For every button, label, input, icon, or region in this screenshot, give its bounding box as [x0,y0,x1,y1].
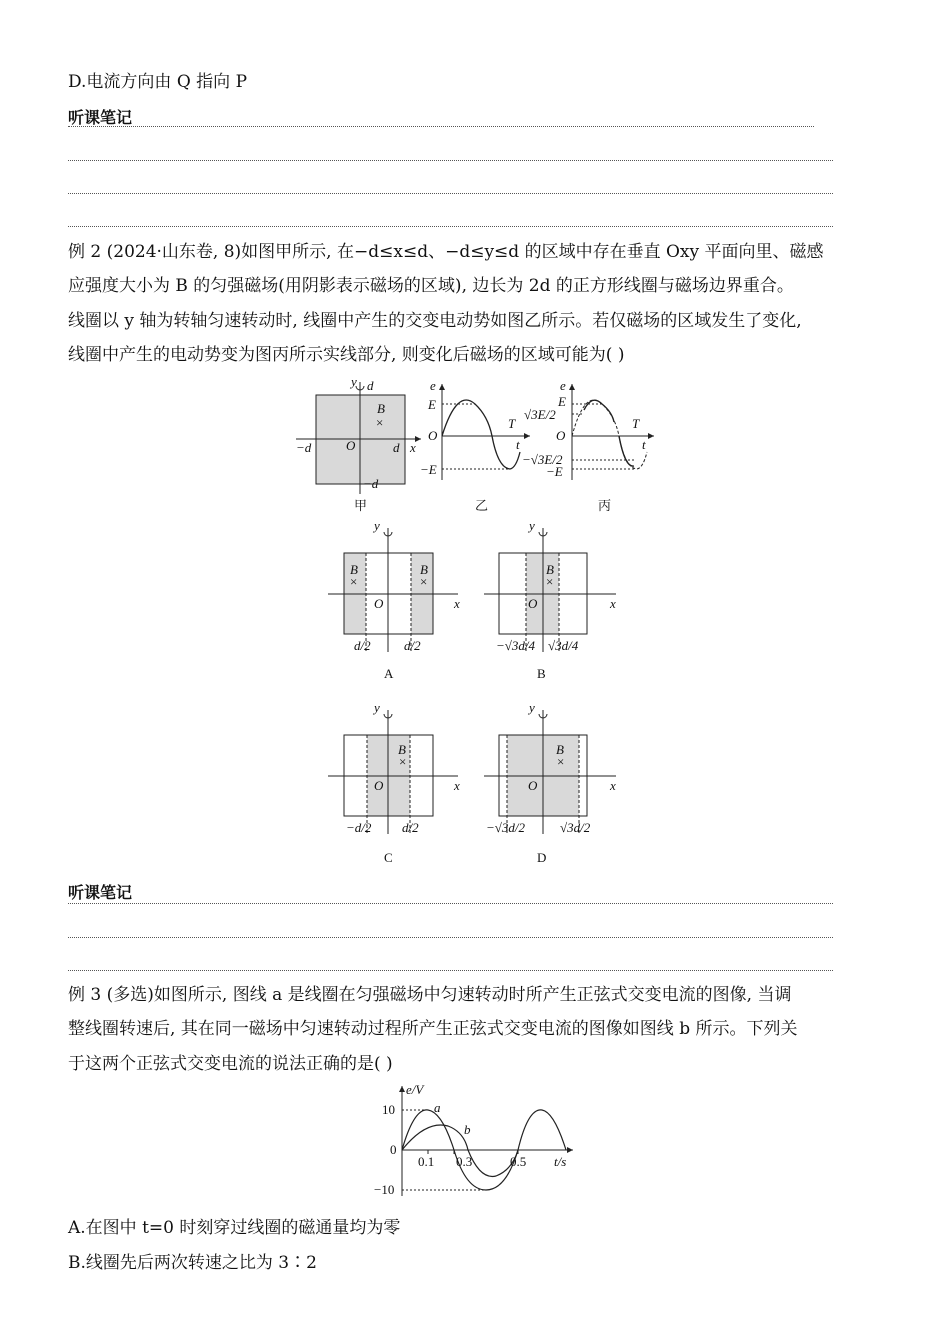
y0-label: 0 [390,1142,397,1157]
cross-mark: × [557,754,565,769]
caption-d: D [537,850,547,865]
b-label: B [398,742,406,757]
notes-line [68,937,833,938]
caption-jia: 甲 [354,498,368,513]
neg-d-bottom-label: −d [363,476,379,491]
origin-label: O [374,778,384,793]
caption-b: B [537,666,546,681]
b-label-left: B [350,562,358,577]
y-axis-label: y [529,702,535,715]
b-label: B [377,401,385,416]
example2-line3: 线圈以 y 轴为转轴匀速转动时, 线圈中产生的交变电动势如图乙所示。若仅磁场的区域发生了变化, [68,311,802,331]
example3-line1: 例 3 (多选)如图所示, 图线 a 是线圈在匀强磁场中匀速转动时所产生正弦式交变电流的图像, 当调 [68,985,792,1005]
left-bound-label: d/2 [354,638,371,653]
curve-a-label: a [434,1100,441,1115]
x-axis-label: x [610,778,616,793]
option-d-diagram [478,702,628,867]
left-bound-label: −√3d/2 [486,820,526,835]
cross-mark: × [420,574,428,589]
d-top-label: d [367,378,374,393]
origin-label: O [528,596,538,611]
x-axis-label: x [410,440,416,455]
y10-label: 10 [382,1102,395,1117]
origin-label: O [556,428,566,443]
notes-heading: 听课笔记 [68,108,133,127]
neg-sqrt3E2-label: −√3E/2 [522,452,563,467]
d-right-label: d [393,440,400,455]
b-label: B [546,562,554,577]
cross-mark: × [399,754,407,769]
option-d-text: D.电流方向由 Q 指向 P [68,72,248,92]
left-bound-label: −d/2 [346,820,372,835]
curve-b-label: b [464,1122,471,1137]
left-bound-label: −√3d/4 [496,638,536,653]
option-b-diagram [478,520,628,685]
neg-d-label: −d [296,440,312,455]
cross-mark: × [546,574,554,589]
T-label: T [632,416,640,431]
right-bound-label: d/2 [404,638,421,653]
example3-line3: 于这两个正弦式交变电流的说法正确的是( ) [68,1054,393,1074]
x-axis-label: t/s [554,1154,567,1169]
cross-mark: × [350,574,358,589]
notes-line [68,903,833,904]
caption-c: C [384,850,393,865]
option-a-diagram [320,520,470,685]
notes-line [68,160,833,161]
y-axis-label: y [529,520,535,533]
origin-label: O [528,778,538,793]
e-label: e [430,380,436,393]
example2-line2: 应强度大小为 B 的匀强磁场(用阴影表示磁场的区域), 边长为 2d 的正方形线圈与磁场边界重合。 [68,276,794,296]
y-axis-label: y [374,520,380,533]
E-label: E [428,397,436,412]
caption-a: A [384,666,394,681]
x03-label: 0.3 [456,1154,473,1169]
e-label: e [560,380,566,393]
figure-jia [296,376,426,516]
notes-heading: 听课笔记 [68,883,133,902]
cross-mark: × [376,415,384,430]
option-a-text: A.在图中 t=0 时刻穿过线圈的磁通量均为零 [68,1218,401,1238]
caption-bing: 丙 [598,498,612,513]
notes-line [68,970,833,971]
figure-example3 [368,1082,578,1200]
notes-line [68,226,833,227]
figure-yi [420,380,535,516]
example2-line1: 例 2 (2024·山东卷, 8)如图甲所示, 在−d≤x≤d、−d≤y≤d 的区域中存在垂直 Oxy 平面向里、磁感 [68,242,824,262]
E-label: E [558,394,566,409]
origin-label: O [428,428,438,443]
sqrt3E2-label: √3E/2 [524,407,556,422]
b-label: B [556,742,564,757]
right-bound-label: d/2 [402,820,419,835]
y-axis-label: y [374,702,380,715]
origin-label: O [374,596,384,611]
y-axis-label: y [351,376,357,389]
neg-E-label: −E [420,462,437,477]
b-label-right: B [420,562,428,577]
x01-label: 0.1 [418,1154,435,1169]
yneg10-label: −10 [374,1182,395,1197]
x05-label: 0.5 [510,1154,527,1169]
neg-E-label: −E [546,464,563,479]
figure-bing [522,380,662,516]
caption-yi: 乙 [475,498,489,513]
x-axis-label: x [454,778,460,793]
t-axis-label: t [516,437,520,452]
y-axis-label: e/V [406,1082,424,1097]
right-bound-label: √3d/4 [548,638,579,653]
option-c-diagram [320,702,470,867]
option-b-text: B.线圈先后两次转速之比为 3∶2 [68,1253,317,1273]
notes-line [68,193,833,194]
x-axis-label: x [454,596,460,611]
example2-line4: 线圈中产生的电动势变为图丙所示实线部分, 则变化后磁场的区域可能为( ) [68,345,625,365]
t-axis-label: t [642,437,646,452]
notes-line [68,126,814,127]
origin-label: O [346,438,356,453]
x-axis-label: x [610,596,616,611]
right-bound-label: √3d/2 [560,820,591,835]
example3-line2: 整线圈转速后, 其在同一磁场中匀速转动过程所产生正弦式交变电流的图像如图线 b 所示。下列关 [68,1019,798,1039]
T-label: T [508,416,516,431]
